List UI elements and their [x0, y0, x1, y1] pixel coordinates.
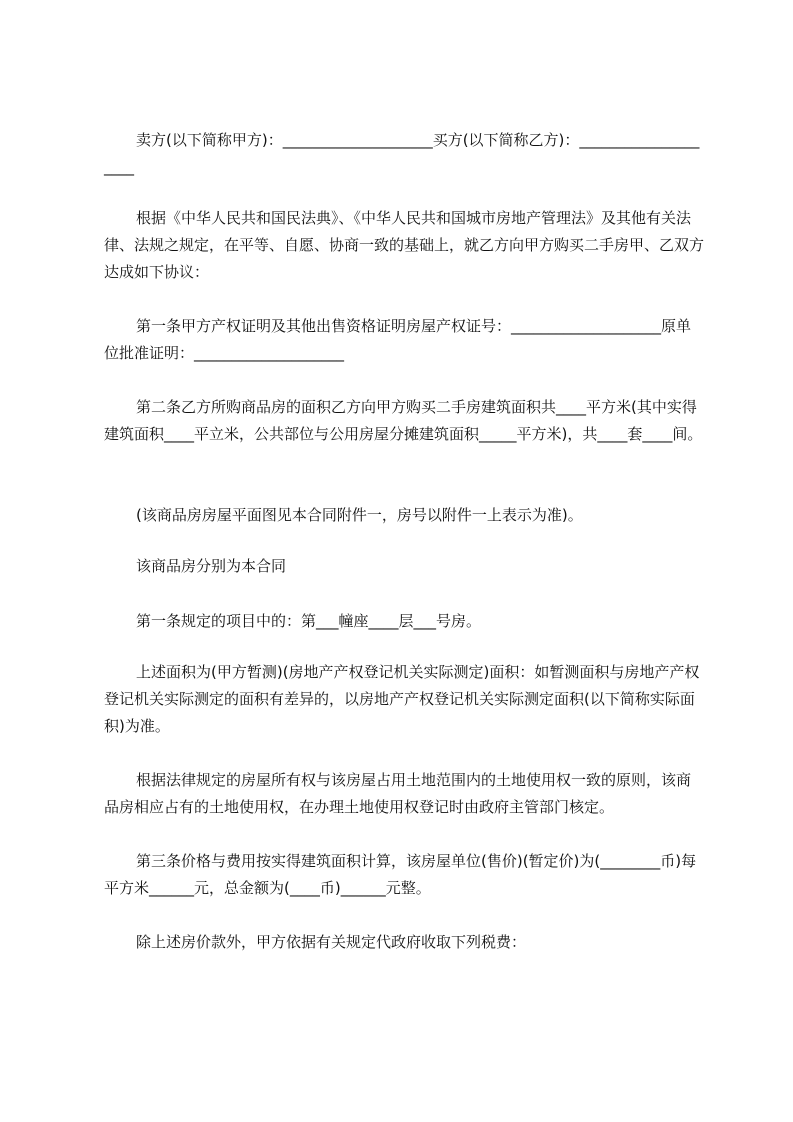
floor-plan-note: (该商品房房屋平面图见本合同附件一，房号以附件一上表示为准)。 [136, 506, 583, 524]
article-2-area: 第二条乙方所购商品房的面积乙方向甲方购买二手房建筑面积共____平方米(其中实得建筑面积____平立米，公共部位与公用房屋分摊建筑面积_____平方米)，共____套____间。 [104, 398, 703, 443]
legal-basis-paragraph: 根据《中华人民共和国民法典》、《中华人民共和国城市房地产管理法》及其他有关法律、法规之规定，在平等、自愿、协商一致的基础上，就乙方向甲方购买二手房甲、乙双方达成如下协议： [104, 209, 705, 281]
land-use-rights-clause: 根据法律规定的房屋所有权与该房屋占用土地范围内的土地使用权一致的原则，该商品房相应占有的土地使用权，在办理土地使用权登记时由政府主管部门核定。 [104, 771, 692, 816]
taxes-and-fees: 除上述房价款外，甲方依据有关规定代政府收取下列税费： [136, 933, 527, 951]
project-unit-numbers: 第一条规定的项目中的：第___幢座____层___号房。 [136, 612, 482, 630]
area-measurement-clause: 上述面积为(甲方暂测)(房地产产权登记机关实际测定)面积：如暂测面积与房地产产权登记机关实际测定的面积有差异的，以房地产产权登记机关实际测定面积(以下简称实际面积)为准。 [104, 663, 700, 735]
article-3-price: 第三条价格与费用按实得建筑面积计算，该房屋单位(售价)(暂定价)为(________币)每平方米______元，总金额为(____币)______元整。 [104, 852, 697, 897]
seller-buyer-parties: 卖方(以下简称甲方)：____________________买方(以下简称乙方)：____________________ [104, 131, 700, 176]
article-1-ownership-certificate: 第一条甲方产权证明及其他出售资格证明房屋产权证号：____________________原单位批准证明：____________________ [104, 317, 692, 362]
property-designation: 该商品房分别为本合同 [136, 557, 287, 575]
